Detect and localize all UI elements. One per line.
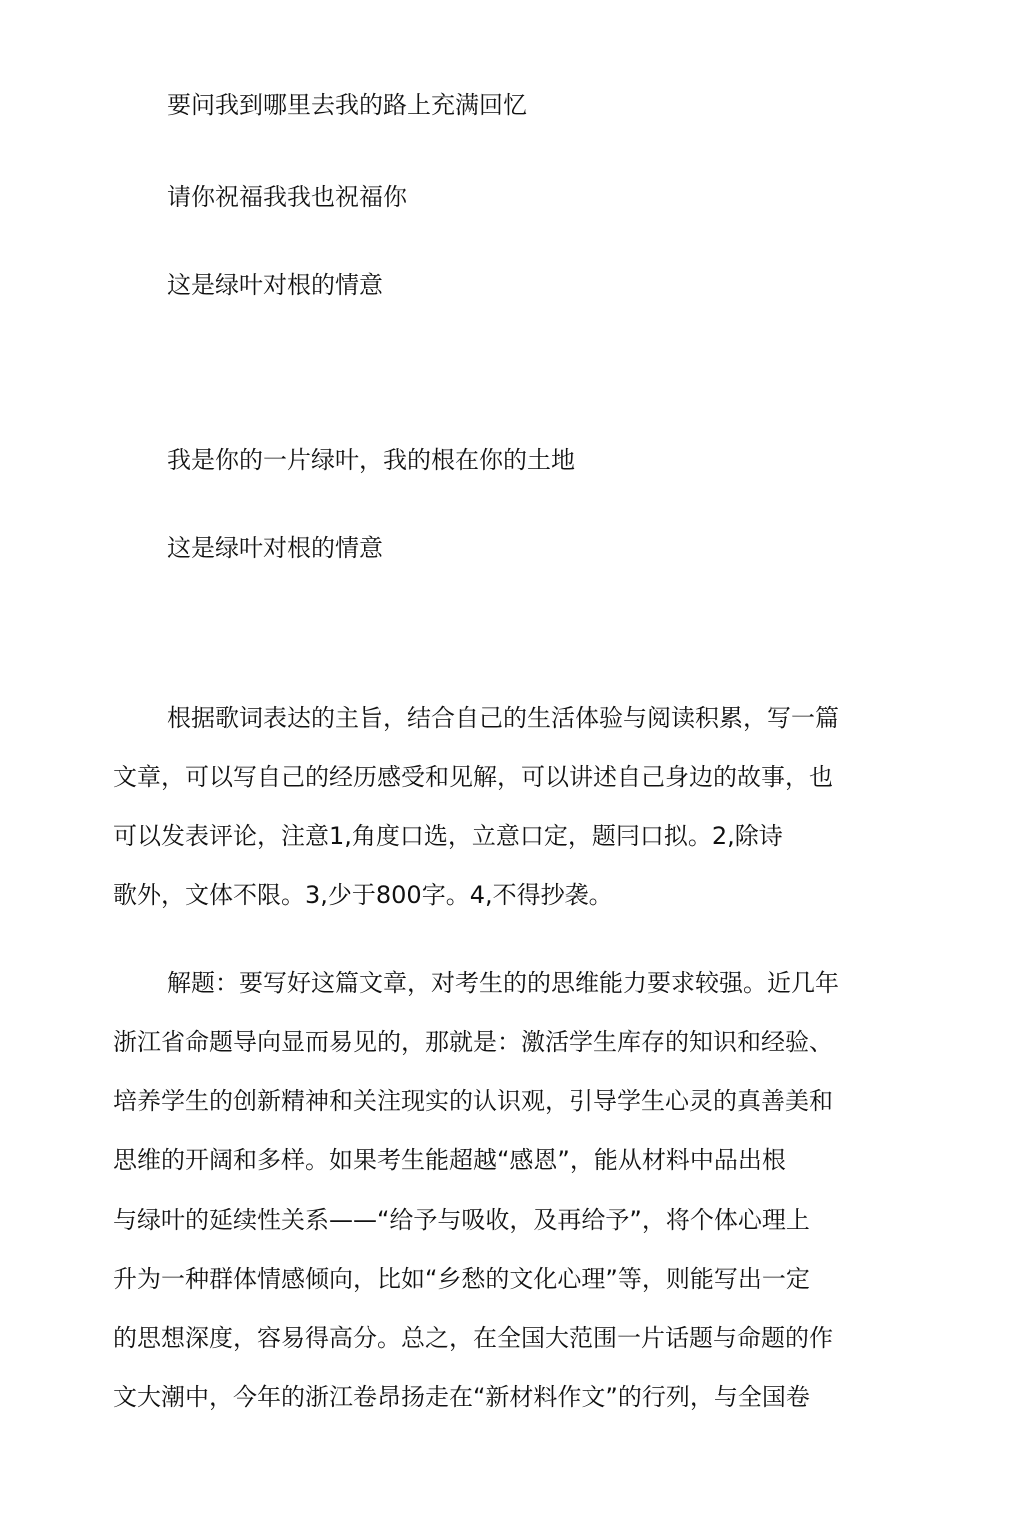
lyric-line-1: 要问我到哪里去我的路上充满回忆 <box>167 91 527 119</box>
analysis-line-6: 升为一种群体情感倾向，比如“乡愁的文化心理”等，则能写出一定 <box>113 1265 810 1293</box>
prompt-line-2: 文章，可以写自己的经历感受和见解，可以讲述自己身边的故事，也 <box>113 763 833 791</box>
prompt-line-4: 歌外，文体不限。3,少于800字。4,不得抄袭。 <box>113 881 613 909</box>
analysis-line-1: 解题：要写好这篇文章，对考生的的思维能力要求较强。近几年 <box>167 969 839 997</box>
analysis-line-4: 思维的开阔和多样。如果考生能超越“感恩”，能从材料中品出根 <box>113 1146 786 1174</box>
analysis-line-3: 培养学生的创新精神和关注现实的认识观，引导学生心灵的真善美和 <box>113 1087 833 1115</box>
analysis-line-5: 与绿叶的延续性关系——“给予与吸收，及再给予”，将个体心理上 <box>113 1206 810 1234</box>
analysis-line-2: 浙江省命题导向显而易见的，那就是：激活学生库存的知识和经验、 <box>113 1028 833 1056</box>
lyric-line-3: 这是绿叶对根的情意 <box>167 271 383 299</box>
lyric-line-2: 请你祝福我我也祝福你 <box>167 183 407 211</box>
analysis-line-7: 的思想深度，容易得高分。总之，在全国大范围一片话题与命题的作 <box>113 1324 833 1352</box>
lyric-line-4: 我是你的一片绿叶，我的根在你的土地 <box>167 446 575 474</box>
lyric-line-5: 这是绿叶对根的情意 <box>167 534 383 562</box>
prompt-line-3: 可以发表评论，注意1,角度口选，立意口定，题冃口拟。2,除诗 <box>113 822 783 850</box>
prompt-line-1: 根据歌词表达的主旨，结合自己的生活体验与阅读积累，写一篇 <box>167 704 839 732</box>
analysis-line-8: 文大潮中，今年的浙江卷昂扬走在“新材料作文”的行列，与全国卷 <box>113 1383 810 1411</box>
